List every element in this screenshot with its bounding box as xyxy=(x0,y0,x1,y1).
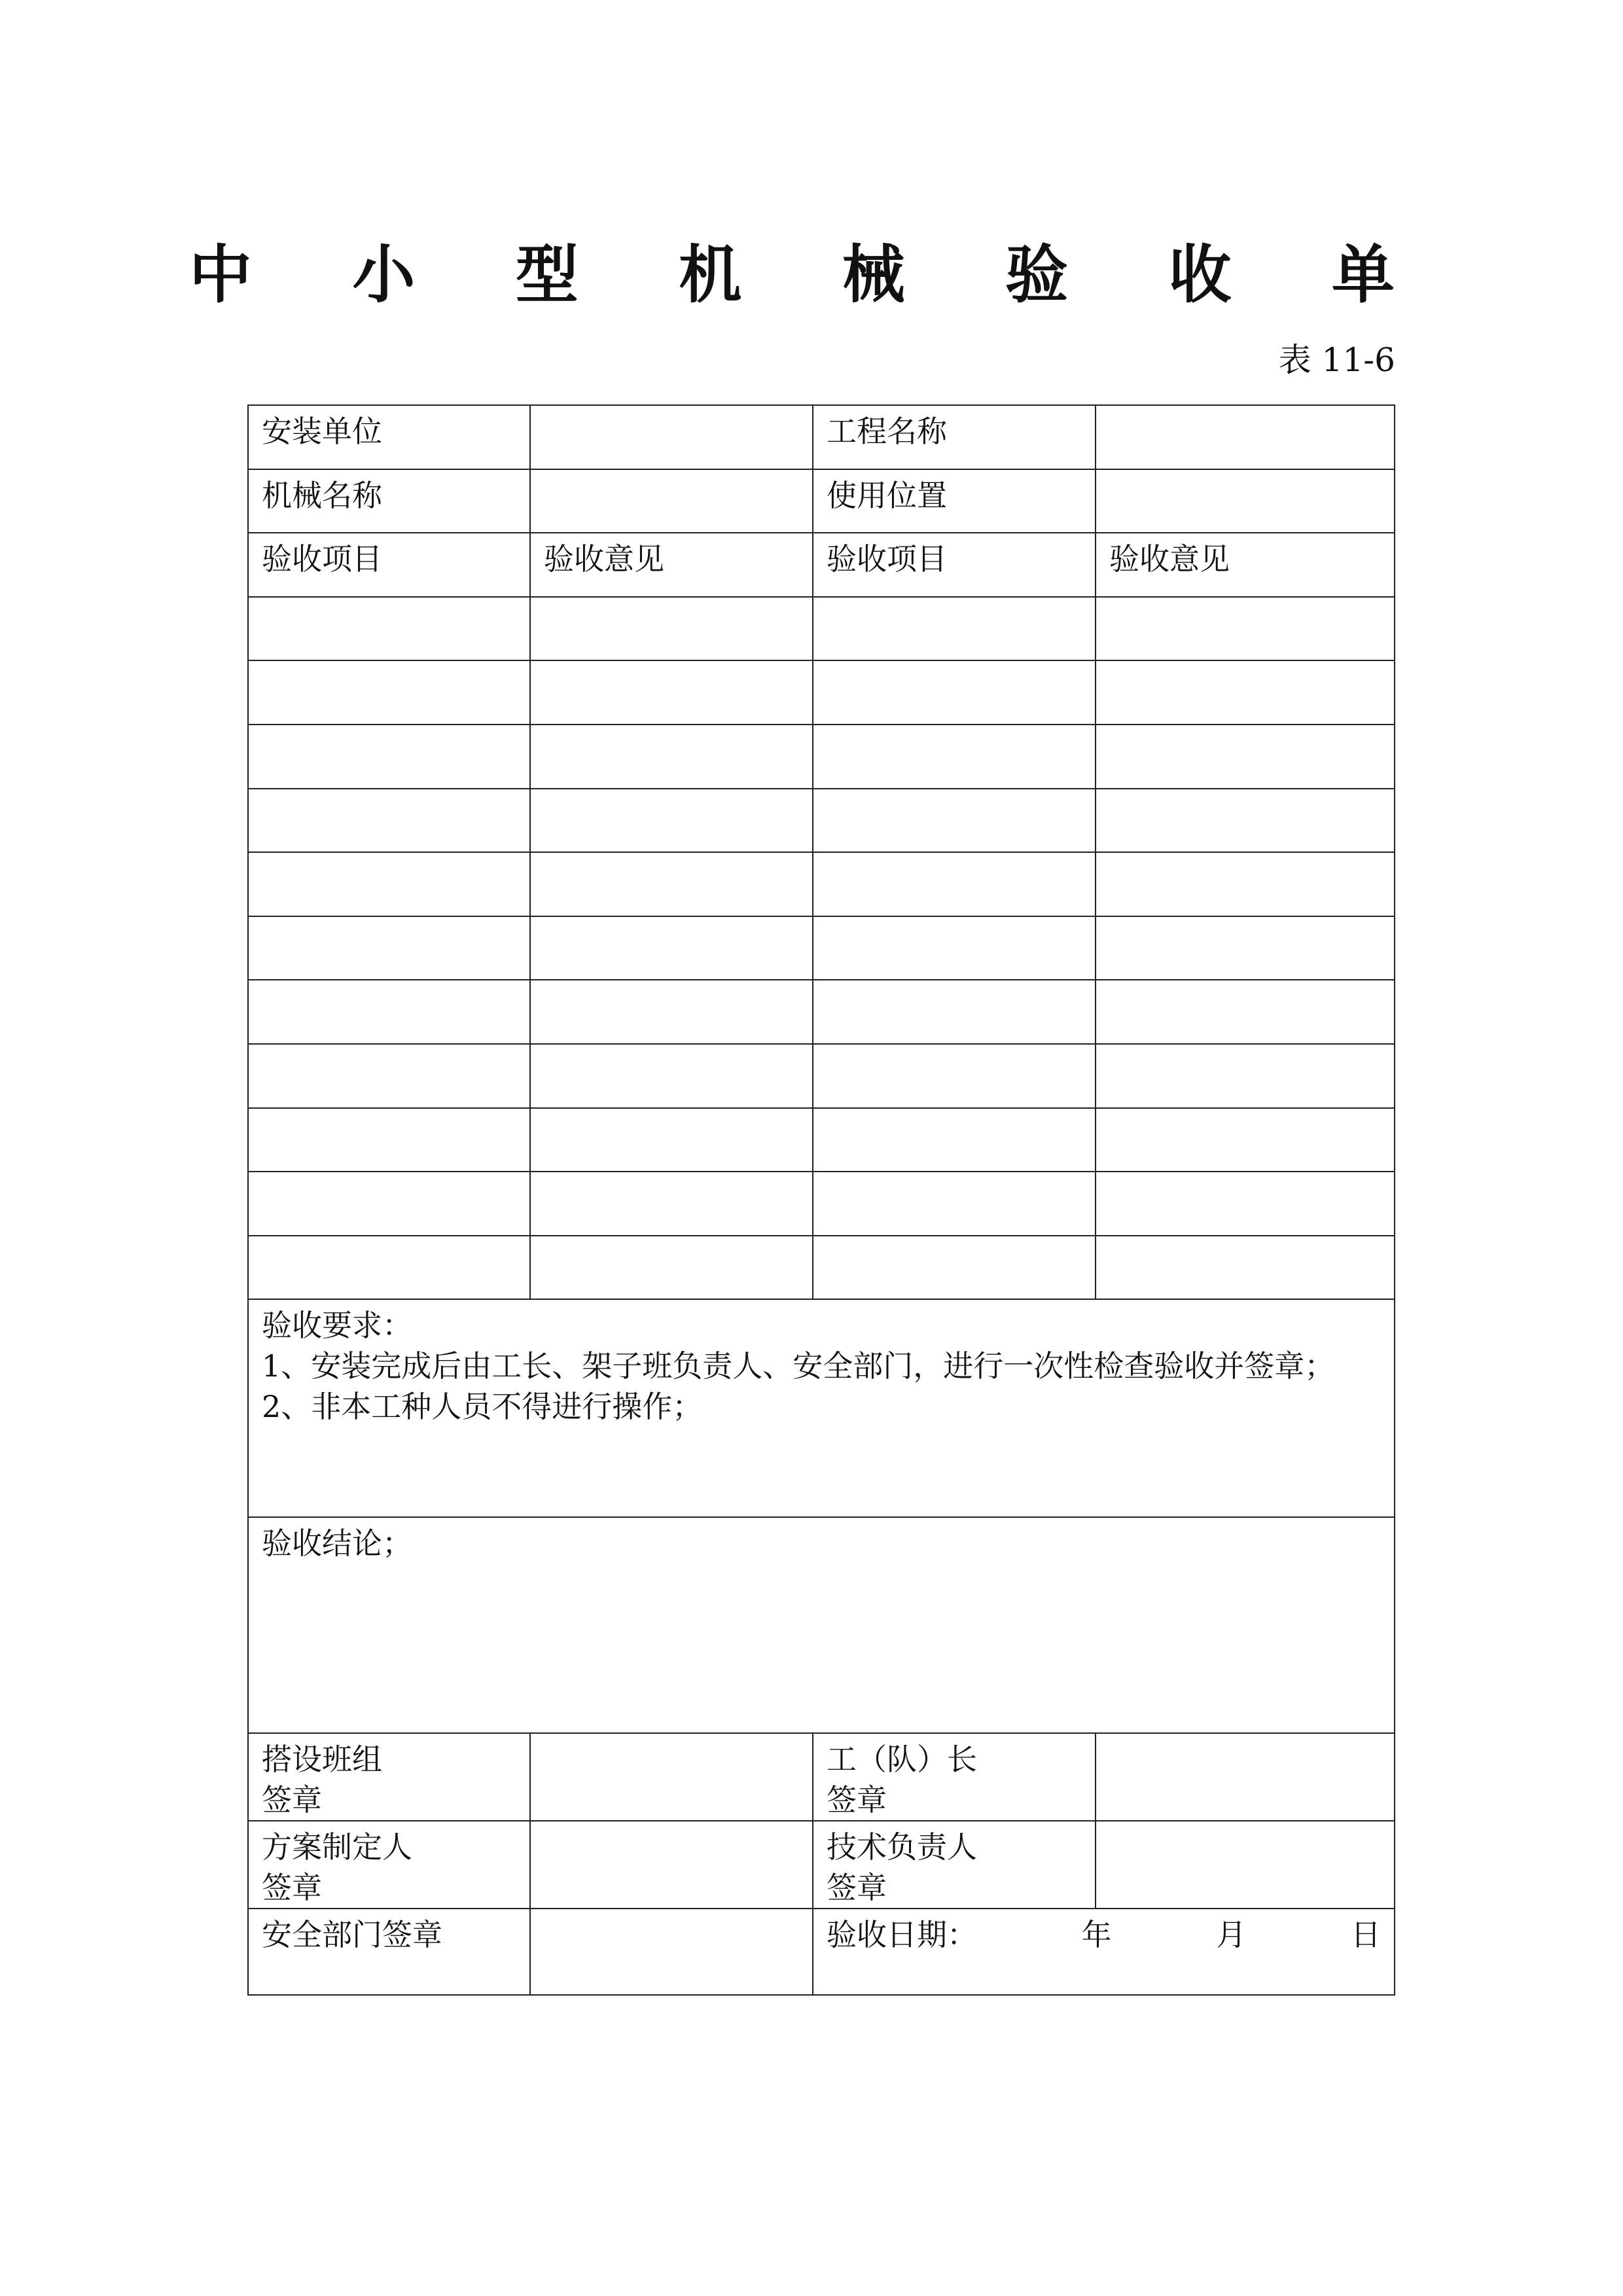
table-cell[interactable] xyxy=(813,789,1096,853)
table-cell[interactable] xyxy=(813,916,1096,980)
team-signature-label-line1: 搭设班组 xyxy=(262,1742,382,1778)
table-row xyxy=(248,597,1395,661)
table-cell[interactable] xyxy=(813,980,1096,1044)
column-header-item: 验收项目 xyxy=(813,533,1096,597)
table-cell[interactable] xyxy=(1096,1108,1395,1172)
safety-dept-signature-field[interactable] xyxy=(530,1909,813,1995)
requirements-cell xyxy=(248,1299,1395,1517)
table-cell[interactable] xyxy=(248,660,530,725)
machine-name-label: 机械名称 xyxy=(248,469,530,533)
table-cell[interactable] xyxy=(530,725,813,789)
table-cell[interactable] xyxy=(813,852,1096,916)
table-cell[interactable] xyxy=(530,597,813,661)
table-cell[interactable] xyxy=(1096,660,1395,725)
document-title: 中 小 型 机 械 验 收 单 xyxy=(189,238,1434,312)
team-signature-label-line2: 签章 xyxy=(262,1782,322,1818)
table-cell[interactable] xyxy=(1096,725,1395,789)
table-cell[interactable] xyxy=(248,1172,530,1236)
project-name-label: 工程名称 xyxy=(813,405,1096,469)
project-name-value[interactable] xyxy=(1096,405,1395,469)
table-row xyxy=(248,725,1395,789)
table-row xyxy=(248,1172,1395,1236)
foreman-signature-label-line1: 工（队）长 xyxy=(827,1742,977,1778)
table-cell[interactable] xyxy=(1096,1236,1395,1300)
requirement-item: 1、安装完成后由工长、架子班负责人、安全部门，进行一次性检查验收并签章； xyxy=(262,1348,1335,1384)
table-cell[interactable] xyxy=(248,1044,530,1108)
table-cell[interactable] xyxy=(813,597,1096,661)
conclusion-cell[interactable] xyxy=(248,1517,1395,1733)
acceptance-date-cell[interactable] xyxy=(813,1909,1395,1995)
foreman-signature-field[interactable] xyxy=(1096,1733,1395,1821)
team-signature-label xyxy=(248,1733,530,1821)
planner-signature-field[interactable] xyxy=(530,1821,813,1909)
acceptance-form-table xyxy=(247,404,1395,1996)
tech-lead-signature-field[interactable] xyxy=(1096,1821,1395,1909)
table-row xyxy=(248,1236,1395,1300)
tech-lead-signature-label-line1: 技术负责人 xyxy=(827,1829,977,1865)
table-cell[interactable] xyxy=(530,916,813,980)
table-row xyxy=(248,916,1395,980)
table-row xyxy=(248,660,1395,725)
table-cell[interactable] xyxy=(530,1172,813,1236)
table-cell[interactable] xyxy=(1096,789,1395,853)
column-header-item: 验收项目 xyxy=(248,533,530,597)
signature-row-1 xyxy=(248,1733,1395,1821)
requirements-heading: 验收要求： xyxy=(262,1308,412,1344)
header-row-1 xyxy=(248,405,1395,469)
safety-dept-signature-label: 安全部门签章 xyxy=(248,1909,530,1995)
table-cell[interactable] xyxy=(530,1108,813,1172)
table-cell[interactable] xyxy=(248,916,530,980)
table-cell[interactable] xyxy=(813,1236,1096,1300)
foreman-signature-label xyxy=(813,1733,1096,1821)
table-cell[interactable] xyxy=(813,725,1096,789)
conclusion-label: 验收结论； xyxy=(262,1526,412,1562)
table-cell[interactable] xyxy=(1096,597,1395,661)
table-row xyxy=(248,852,1395,916)
tech-lead-signature-label xyxy=(813,1821,1096,1909)
use-location-value[interactable] xyxy=(1096,469,1395,533)
table-cell[interactable] xyxy=(248,789,530,853)
date-day-label: 日 xyxy=(1350,1917,1381,1953)
use-location-label: 使用位置 xyxy=(813,469,1096,533)
machine-name-value[interactable] xyxy=(530,469,813,533)
acceptance-date-line xyxy=(827,1914,1381,1955)
table-cell[interactable] xyxy=(813,1172,1096,1236)
table-cell[interactable] xyxy=(530,980,813,1044)
table-cell[interactable] xyxy=(813,1044,1096,1108)
table-cell[interactable] xyxy=(1096,1172,1395,1236)
planner-signature-label xyxy=(248,1821,530,1909)
table-cell[interactable] xyxy=(248,597,530,661)
table-cell[interactable] xyxy=(1096,1044,1395,1108)
header-row-2 xyxy=(248,469,1395,533)
table-cell[interactable] xyxy=(1096,916,1395,980)
date-year-label: 年 xyxy=(1081,1917,1112,1953)
install-unit-label: 安装单位 xyxy=(248,405,530,469)
table-row xyxy=(248,1044,1395,1108)
tech-lead-signature-label-line2: 签章 xyxy=(827,1870,887,1906)
planner-signature-label-line1: 方案制定人 xyxy=(262,1829,412,1865)
table-row xyxy=(248,1108,1395,1172)
table-cell[interactable] xyxy=(530,789,813,853)
table-cell[interactable] xyxy=(248,980,530,1044)
table-cell[interactable] xyxy=(248,725,530,789)
requirements-row xyxy=(248,1299,1395,1517)
table-cell[interactable] xyxy=(1096,852,1395,916)
column-header-opinion: 验收意见 xyxy=(530,533,813,597)
table-row xyxy=(248,980,1395,1044)
signature-row-2 xyxy=(248,1821,1395,1909)
acceptance-date-label: 验收日期： xyxy=(827,1917,977,1953)
table-cell[interactable] xyxy=(530,1236,813,1300)
column-header-row xyxy=(248,533,1395,597)
planner-signature-label-line2: 签章 xyxy=(262,1870,322,1906)
table-cell[interactable] xyxy=(530,1044,813,1108)
table-cell[interactable] xyxy=(248,852,530,916)
column-header-opinion: 验收意见 xyxy=(1096,533,1395,597)
table-cell[interactable] xyxy=(530,852,813,916)
team-signature-field[interactable] xyxy=(530,1733,813,1821)
signature-row-3 xyxy=(248,1909,1395,1995)
install-unit-value[interactable] xyxy=(530,405,813,469)
date-month-label: 月 xyxy=(1216,1917,1247,1953)
table-cell[interactable] xyxy=(813,660,1096,725)
table-cell[interactable] xyxy=(248,1236,530,1300)
table-cell[interactable] xyxy=(813,1108,1096,1172)
conclusion-row xyxy=(248,1517,1395,1733)
foreman-signature-label-line2: 签章 xyxy=(827,1782,887,1818)
table-cell[interactable] xyxy=(1096,980,1395,1044)
table-cell[interactable] xyxy=(530,660,813,725)
requirement-item: 2、非本工种人员不得进行操作； xyxy=(262,1389,703,1425)
table-cell[interactable] xyxy=(248,1108,530,1172)
form-number: 表 11-6 xyxy=(1278,341,1395,379)
table-row xyxy=(248,789,1395,853)
